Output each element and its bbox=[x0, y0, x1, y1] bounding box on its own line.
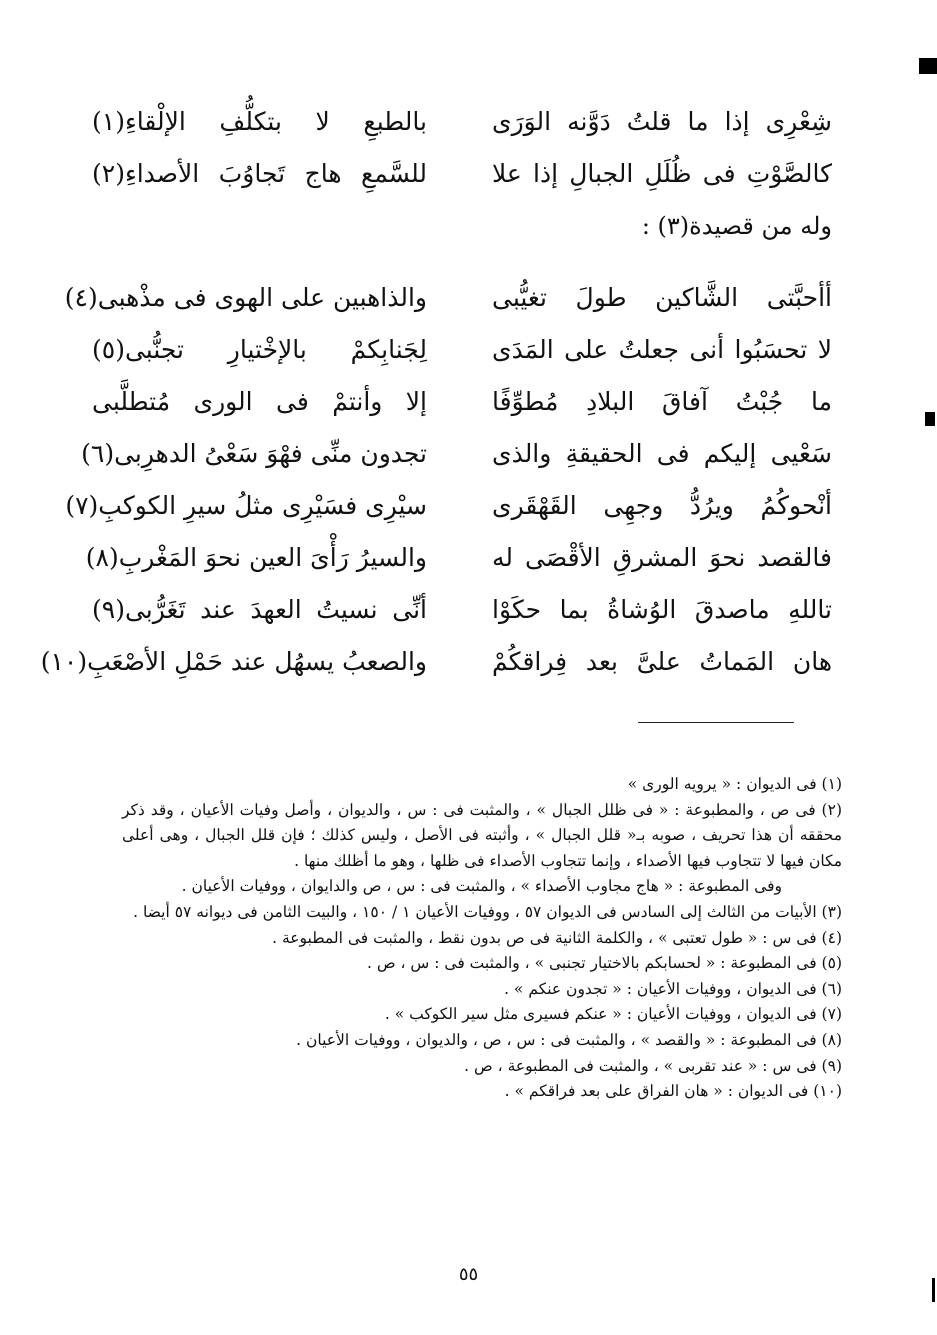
verse-first-hemistich: هان المَماتُ علىَّ بعد فِراقكُمْ bbox=[492, 647, 832, 676]
footnote: (٤) فى س : « طول تعتبى » ، والكلمة الثانية فى ص بدون نقط ، والمثبت فى المطبوعة . bbox=[272, 928, 842, 947]
verse bbox=[65, 480, 832, 532]
footnote: (٢) فى ص ، والمطبوعة : « فى ظلل الجبال » ، والمثبت فى : س ، والديوان ، وأصل وفيات الأعيان ، وقد ذكر محققه أن هذا تحريف ، صوبه بـ« قلل الجبال » ، وأثبته فى الأصل ، وليس كذلك ؛ فإن قلل الجبال ، وهى أعلى مكان فيها لا تتجاوب فيها الأصداء ، وإنما تتجاوب الأصداء فى ظلها ، وهو ما أظلك منها . bbox=[122, 800, 842, 870]
footnote-continuation: وفى المطبوعة : « هاج مجاوب الأصداء » ، والمثبت فى : س ، ص والدايوان ، ووفيات الأعيان . bbox=[181, 877, 782, 896]
verse-second-hemistich: تجدون منِّى فهْوَ سَعْىُ الدهرِبى(٦) bbox=[81, 439, 427, 468]
footnote: (٧) فى الديوان ، ووفيات الأعيان : « عنكم فسيرى مثل سير الكوكب » . bbox=[384, 1005, 842, 1024]
verse-first-hemistich: أنْحوكُمُ ويرُدُّ وجهِى القَهْقَرى bbox=[492, 491, 832, 520]
page-number: ٥٥ bbox=[458, 1264, 479, 1285]
footnote: (٦) فى الديوان ، ووفيات الأعيان : « تجدون عنكم » . bbox=[504, 979, 842, 998]
verse-second-hemistich: أنِّى نسيتُ العهدَ عند تَغَرُّبى(٩) bbox=[92, 595, 427, 624]
verse-first-hemistich: فالقصد نحوَ المشرقِ الأقْصَى له bbox=[492, 543, 832, 572]
verse bbox=[92, 376, 832, 428]
verse-first-hemistich: كالصَّوْتِ فى ظُلَلِ الجبالِ إذا علا bbox=[492, 159, 832, 188]
footnote: (٣) الأبيات من الثالث إلى السادس فى الديوان ٥٧ ، ووفيات الأعيان ١ / ١٥٠ ، والبيت الثامن فى ديوانه ٥٧ أيضا . bbox=[133, 902, 842, 921]
verse-second-hemistich: والسيرُ رَأْىَ العين نحوَ المَغْربِ(٨) bbox=[85, 543, 427, 572]
verse-first-hemistich: شِعْرِى إذا ما قلتُ دَوَّنه الوَرَى bbox=[492, 107, 832, 136]
verse-second-hemistich: إلا وأنتمْ فى الورى مُتطلَّبى bbox=[92, 387, 427, 416]
verse-first-hemistich: لا تحسَبُوا أنى جعلتُ على المَدَى bbox=[492, 335, 832, 364]
verse bbox=[64, 272, 832, 324]
verse-first-hemistich: أأحبَّتى الشَّاكين طولَ تغيُّبى bbox=[492, 283, 832, 312]
footnote: (٩) فى س : « عند تقربى » ، والمثبت فى المطبوعة ، ص . bbox=[464, 1056, 842, 1075]
verse bbox=[81, 428, 832, 480]
verse bbox=[92, 584, 832, 636]
scan-margin-mark bbox=[919, 58, 937, 74]
footnote-separator-rule bbox=[638, 722, 794, 723]
verse-second-hemistich: للسَّمعِ هاج تَجاوُبَ الأصداءِ(٢) bbox=[92, 159, 427, 188]
verse bbox=[40, 636, 832, 688]
verse-second-hemistich: بالطبعِ لا بتكلُّفِ الإلْقاءِ(١) bbox=[92, 107, 427, 136]
verse-first-hemistich: سَعْيى إليكم فى الحقيقةِ والذى bbox=[492, 439, 832, 468]
verse-second-hemistich: والذاهبين على الهوى فى مذْهبى(٤) bbox=[64, 283, 427, 312]
verse bbox=[92, 96, 832, 148]
verse bbox=[92, 324, 832, 376]
footnotes-block bbox=[122, 772, 842, 1105]
poem-block bbox=[40, 96, 832, 688]
verse bbox=[85, 532, 832, 584]
poem-intro-line: وله من قصيدة(٣) : bbox=[641, 212, 832, 240]
verse-second-hemistich: والصعبُ يسهُل عند حَمْلِ الأصْعَبِ(١٠) bbox=[40, 647, 427, 676]
verse-second-hemistich: سيْرِى فسَيْرِى مثلُ سيرِ الكوكبِ(٧) bbox=[65, 491, 427, 520]
verse-first-hemistich: تاللهِ ماصدقَ الوُشاةُ بما حكَوْا bbox=[492, 595, 832, 624]
footnote: (٨) فى المطبوعة : « والقصد » ، والمثبت فى : س ، ص ، والديوان ، ووفيات الأعيان . bbox=[296, 1030, 842, 1049]
footnote: (١) فى الديوان : « يرويه الورى » bbox=[627, 775, 842, 793]
footnote: (١٠) فى الديوان : « هان الفراق على بعد فراقكم » . bbox=[504, 1082, 842, 1101]
scan-margin-mark bbox=[925, 412, 935, 426]
verse-first-hemistich: ما جُبْتُ آفاقَ البلادِ مُطوِّفًا bbox=[492, 387, 832, 416]
verse bbox=[92, 148, 832, 200]
verse-second-hemistich: لِجَنابِكمْ بالإخْتيارِ تجنُّبى(٥) bbox=[92, 335, 427, 364]
footnote: (٥) فى المطبوعة : « لحسابكم بالاختيار تجنبى » ، والمثبت فى : س ، ص . bbox=[366, 954, 842, 973]
